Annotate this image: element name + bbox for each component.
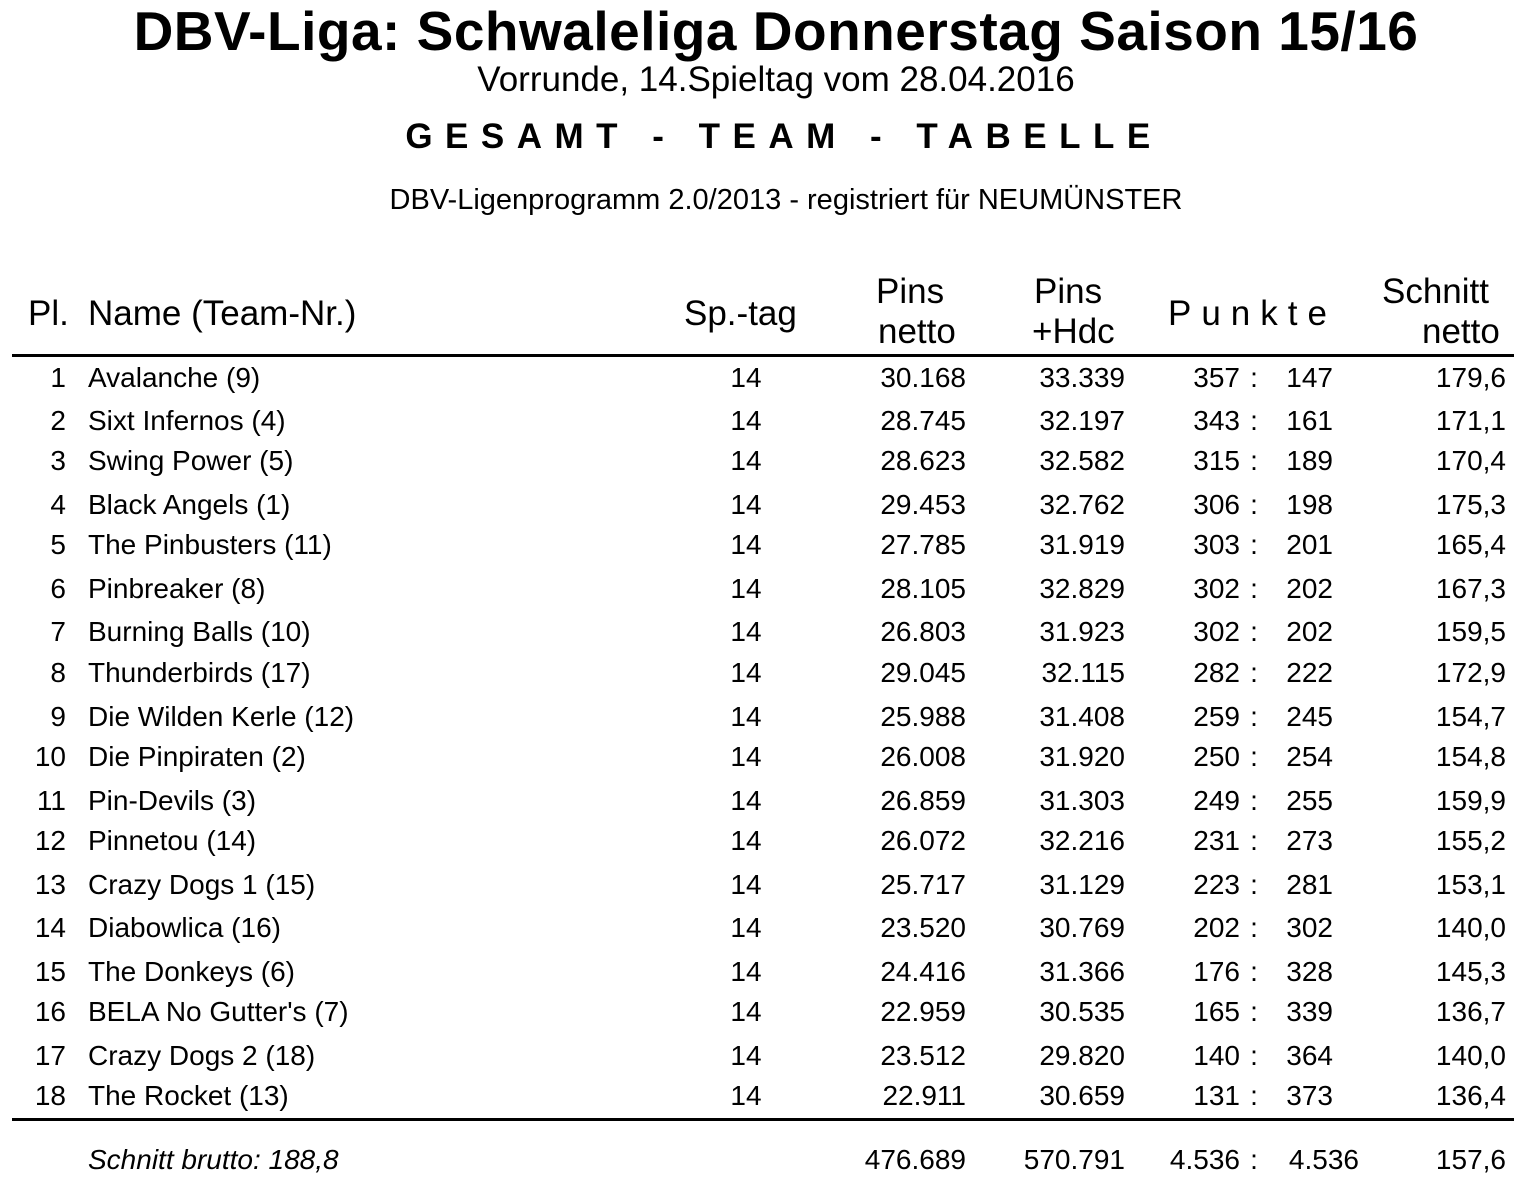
row-punkte-minus: 364 bbox=[1286, 1040, 1333, 1071]
table-row bbox=[0, 737, 1522, 777]
row-team-name: The Pinbusters (11) bbox=[88, 529, 332, 560]
row-punkte-minus: 147 bbox=[1286, 362, 1333, 393]
row-pins-netto: 27.785 bbox=[880, 529, 966, 560]
col-header-pins-netto-line1: Pins bbox=[876, 272, 945, 311]
row-schnitt-netto: 179,6 bbox=[1435, 362, 1506, 393]
table-row bbox=[0, 612, 1522, 652]
row-punkte-plus: 231 bbox=[1193, 825, 1240, 856]
row-punkte-plus: 131 bbox=[1193, 1080, 1240, 1111]
row-place: 3 bbox=[50, 445, 66, 476]
row-punkte-minus: 222 bbox=[1286, 657, 1333, 688]
table-row bbox=[0, 781, 1522, 821]
row-pins-hdc: 32.762 bbox=[1039, 489, 1125, 520]
row-punkte-plus: 315 bbox=[1193, 445, 1240, 476]
row-schnitt-netto: 145,3 bbox=[1435, 956, 1506, 987]
row-punkte-plus: 282 bbox=[1193, 657, 1240, 688]
row-spieltag: 14 bbox=[730, 657, 762, 688]
page-subtitle: Vorrunde, 14.Spieltag vom 28.04.2016 bbox=[477, 60, 1075, 99]
row-punkte-minus: 189 bbox=[1286, 445, 1333, 476]
table-row bbox=[0, 653, 1522, 693]
row-pins-hdc: 31.920 bbox=[1039, 741, 1125, 772]
row-place: 7 bbox=[50, 616, 66, 647]
row-team-name: Diabowlica (16) bbox=[88, 912, 281, 943]
row-punkte-separator: : bbox=[1250, 362, 1258, 393]
row-place: 1 bbox=[50, 362, 66, 393]
row-punkte-separator: : bbox=[1250, 996, 1258, 1027]
row-pins-hdc: 32.197 bbox=[1039, 405, 1125, 436]
row-punkte-minus: 328 bbox=[1286, 956, 1333, 987]
totals-label: Schnitt brutto: 188,8 bbox=[88, 1144, 339, 1175]
row-pins-hdc: 32.829 bbox=[1039, 573, 1125, 604]
row-punkte-separator: : bbox=[1250, 529, 1258, 560]
row-place: 12 bbox=[34, 825, 66, 856]
totals-punkte-plus: 4.536 bbox=[1169, 1144, 1240, 1175]
page-title: DBV-Liga: Schwaleliga Donnerstag Saison 15/16 bbox=[133, 0, 1419, 62]
row-pins-netto: 24.416 bbox=[880, 956, 966, 987]
row-pins-hdc: 31.303 bbox=[1039, 785, 1125, 816]
row-pins-hdc: 31.366 bbox=[1039, 956, 1125, 987]
row-spieltag: 14 bbox=[730, 529, 762, 560]
row-punkte-separator: : bbox=[1250, 1040, 1258, 1071]
program-note: DBV-Ligenprogramm 2.0/2013 - registriert für NEUMÜNSTER bbox=[389, 184, 1183, 216]
table-row bbox=[0, 992, 1522, 1032]
row-punkte-separator: : bbox=[1250, 785, 1258, 816]
row-pins-hdc: 31.923 bbox=[1039, 616, 1125, 647]
row-pins-hdc: 32.216 bbox=[1039, 825, 1125, 856]
table-row bbox=[0, 569, 1522, 609]
table-row bbox=[0, 485, 1522, 525]
totals-row bbox=[0, 1140, 1522, 1180]
row-place: 9 bbox=[50, 701, 66, 732]
totals-punkte-minus: 4.536 bbox=[1288, 1144, 1359, 1175]
row-pins-hdc: 30.535 bbox=[1039, 996, 1125, 1027]
row-schnitt-netto: 140,0 bbox=[1435, 1040, 1506, 1071]
row-punkte-plus: 303 bbox=[1193, 529, 1240, 560]
table-row bbox=[0, 1076, 1522, 1116]
row-schnitt-netto: 172,9 bbox=[1435, 657, 1506, 688]
row-pins-netto: 23.520 bbox=[880, 912, 966, 943]
row-punkte-minus: 245 bbox=[1286, 701, 1333, 732]
row-punkte-minus: 254 bbox=[1286, 741, 1333, 772]
row-punkte-minus: 339 bbox=[1286, 996, 1333, 1027]
row-schnitt-netto: 155,2 bbox=[1435, 825, 1506, 856]
row-spieltag: 14 bbox=[730, 741, 762, 772]
row-punkte-plus: 176 bbox=[1193, 956, 1240, 987]
row-schnitt-netto: 159,5 bbox=[1435, 616, 1506, 647]
row-spieltag: 14 bbox=[730, 869, 762, 900]
row-place: 2 bbox=[50, 405, 66, 436]
row-punkte-plus: 249 bbox=[1193, 785, 1240, 816]
table-row bbox=[0, 1036, 1522, 1076]
row-punkte-separator: : bbox=[1250, 657, 1258, 688]
row-pins-netto: 22.911 bbox=[882, 1080, 966, 1111]
table-row bbox=[0, 952, 1522, 992]
col-header-schnitt-line1: Schnitt bbox=[1382, 272, 1489, 311]
row-punkte-minus: 201 bbox=[1286, 529, 1333, 560]
totals-schnitt: 157,6 bbox=[1435, 1144, 1506, 1175]
totals-pins-hdc: 570.791 bbox=[1023, 1144, 1125, 1175]
row-schnitt-netto: 140,0 bbox=[1435, 912, 1506, 943]
row-schnitt-netto: 136,4 bbox=[1435, 1080, 1506, 1111]
row-place: 14 bbox=[34, 912, 66, 943]
row-punkte-separator: : bbox=[1250, 825, 1258, 856]
row-punkte-separator: : bbox=[1250, 1080, 1258, 1111]
row-team-name: The Rocket (13) bbox=[88, 1080, 289, 1111]
row-place: 6 bbox=[50, 573, 66, 604]
row-place: 18 bbox=[34, 1080, 66, 1111]
row-punkte-separator: : bbox=[1250, 489, 1258, 520]
row-team-name: Pinnetou (14) bbox=[88, 825, 257, 856]
row-pins-hdc: 32.115 bbox=[1041, 657, 1125, 688]
row-punkte-plus: 302 bbox=[1193, 616, 1240, 647]
row-team-name: Sixt Infernos (4) bbox=[88, 405, 286, 436]
row-punkte-separator: : bbox=[1250, 405, 1258, 436]
row-spieltag: 14 bbox=[730, 825, 762, 856]
row-pins-netto: 23.512 bbox=[880, 1040, 966, 1071]
row-pins-netto: 26.859 bbox=[880, 785, 966, 816]
row-punkte-plus: 259 bbox=[1193, 701, 1240, 732]
totals-pins-netto: 476.689 bbox=[864, 1144, 966, 1175]
row-pins-netto: 28.105 bbox=[880, 573, 966, 604]
header-rule bbox=[12, 354, 1514, 357]
col-header-pins-hdc-line1: Pins bbox=[1034, 272, 1103, 311]
col-header-name: Name (Team-Nr.) bbox=[88, 294, 357, 333]
row-punkte-minus: 255 bbox=[1286, 785, 1333, 816]
row-pins-netto: 29.045 bbox=[880, 657, 966, 688]
row-punkte-plus: 357 bbox=[1193, 362, 1240, 393]
row-team-name: The Donkeys (6) bbox=[88, 956, 295, 987]
row-pins-netto: 28.623 bbox=[880, 445, 966, 476]
row-place: 4 bbox=[50, 489, 66, 520]
row-schnitt-netto: 170,4 bbox=[1435, 445, 1506, 476]
row-spieltag: 14 bbox=[730, 405, 762, 436]
row-punkte-minus: 202 bbox=[1286, 573, 1333, 604]
row-punkte-plus: 306 bbox=[1193, 489, 1240, 520]
row-schnitt-netto: 167,3 bbox=[1435, 573, 1506, 604]
row-spieltag: 14 bbox=[730, 912, 762, 943]
row-team-name: Avalanche (9) bbox=[88, 362, 261, 393]
row-pins-netto: 26.008 bbox=[880, 741, 966, 772]
col-header-punkte: Punkte bbox=[1168, 294, 1337, 333]
row-pins-hdc: 33.339 bbox=[1039, 362, 1125, 393]
row-pins-netto: 26.803 bbox=[880, 616, 966, 647]
table-row bbox=[0, 697, 1522, 737]
row-pins-hdc: 29.820 bbox=[1039, 1040, 1125, 1071]
table-heading: GESAMT - TEAM - TABELLE bbox=[405, 117, 1163, 156]
totals-punkte-separator: : bbox=[1250, 1144, 1258, 1175]
row-spieltag: 14 bbox=[730, 785, 762, 816]
row-spieltag: 14 bbox=[730, 489, 762, 520]
row-punkte-minus: 273 bbox=[1286, 825, 1333, 856]
row-place: 5 bbox=[50, 529, 66, 560]
row-spieltag: 14 bbox=[730, 573, 762, 604]
row-schnitt-netto: 154,7 bbox=[1435, 701, 1506, 732]
row-pins-netto: 28.745 bbox=[880, 405, 966, 436]
row-pins-netto: 29.453 bbox=[880, 489, 966, 520]
table-row bbox=[0, 908, 1522, 948]
row-team-name: Thunderbirds (17) bbox=[88, 657, 311, 688]
row-team-name: Black Angels (1) bbox=[88, 489, 291, 520]
row-punkte-plus: 165 bbox=[1193, 996, 1240, 1027]
row-punkte-separator: : bbox=[1250, 741, 1258, 772]
row-spieltag: 14 bbox=[730, 996, 762, 1027]
row-team-name: Crazy Dogs 1 (15) bbox=[88, 869, 316, 900]
row-team-name: BELA No Gutter's (7) bbox=[88, 996, 349, 1027]
row-punkte-separator: : bbox=[1250, 573, 1258, 604]
row-pins-hdc: 31.919 bbox=[1039, 529, 1125, 560]
row-spieltag: 14 bbox=[730, 1040, 762, 1071]
row-punkte-plus: 223 bbox=[1193, 869, 1240, 900]
row-punkte-separator: : bbox=[1250, 912, 1258, 943]
row-pins-netto: 30.168 bbox=[880, 362, 966, 393]
row-place: 13 bbox=[34, 869, 66, 900]
row-pins-hdc: 32.582 bbox=[1039, 445, 1125, 476]
row-punkte-separator: : bbox=[1250, 445, 1258, 476]
row-place: 10 bbox=[34, 741, 66, 772]
row-pins-hdc: 30.769 bbox=[1039, 912, 1125, 943]
row-pins-netto: 25.988 bbox=[880, 701, 966, 732]
row-schnitt-netto: 171,1 bbox=[1435, 405, 1506, 436]
col-header-pl: Pl. bbox=[28, 294, 69, 333]
row-punkte-plus: 302 bbox=[1193, 573, 1240, 604]
col-header-schnitt-line2: netto bbox=[1422, 312, 1500, 351]
row-schnitt-netto: 136,7 bbox=[1435, 996, 1506, 1027]
row-punkte-minus: 202 bbox=[1286, 616, 1333, 647]
row-punkte-plus: 202 bbox=[1193, 912, 1240, 943]
row-place: 15 bbox=[34, 956, 66, 987]
row-punkte-minus: 198 bbox=[1286, 489, 1333, 520]
row-spieltag: 14 bbox=[730, 445, 762, 476]
row-schnitt-netto: 165,4 bbox=[1435, 529, 1506, 560]
row-punkte-separator: : bbox=[1250, 616, 1258, 647]
row-punkte-separator: : bbox=[1250, 869, 1258, 900]
row-pins-hdc: 30.659 bbox=[1039, 1080, 1125, 1111]
row-team-name: Burning Balls (10) bbox=[88, 616, 311, 647]
table-row bbox=[0, 525, 1522, 565]
row-schnitt-netto: 153,1 bbox=[1435, 869, 1506, 900]
footer-rule bbox=[12, 1118, 1514, 1121]
row-team-name: Pin-Devils (3) bbox=[88, 785, 257, 816]
row-schnitt-netto: 159,9 bbox=[1435, 785, 1506, 816]
row-punkte-separator: : bbox=[1250, 701, 1258, 732]
row-spieltag: 14 bbox=[730, 616, 762, 647]
row-punkte-plus: 343 bbox=[1193, 405, 1240, 436]
col-header-pins-netto-line2: netto bbox=[878, 312, 956, 351]
row-place: 16 bbox=[34, 996, 66, 1027]
row-pins-netto: 22.959 bbox=[880, 996, 966, 1027]
row-punkte-plus: 140 bbox=[1193, 1040, 1240, 1071]
row-team-name: Swing Power (5) bbox=[88, 445, 294, 476]
row-punkte-minus: 161 bbox=[1286, 405, 1333, 436]
col-header-sptag: Sp.-tag bbox=[684, 294, 797, 333]
row-place: 8 bbox=[50, 657, 66, 688]
row-schnitt-netto: 154,8 bbox=[1435, 741, 1506, 772]
row-punkte-plus: 250 bbox=[1193, 741, 1240, 772]
row-place: 17 bbox=[34, 1040, 66, 1071]
row-place: 11 bbox=[36, 785, 66, 816]
row-spieltag: 14 bbox=[730, 956, 762, 987]
row-spieltag: 14 bbox=[730, 701, 762, 732]
row-punkte-separator: : bbox=[1250, 956, 1258, 987]
row-pins-netto: 26.072 bbox=[880, 825, 966, 856]
row-spieltag: 14 bbox=[730, 1080, 762, 1111]
table-row bbox=[0, 401, 1522, 441]
row-team-name: Crazy Dogs 2 (18) bbox=[88, 1040, 316, 1071]
row-punkte-minus: 281 bbox=[1286, 869, 1333, 900]
table-row bbox=[0, 865, 1522, 905]
row-spieltag: 14 bbox=[730, 362, 762, 393]
row-pins-netto: 25.717 bbox=[880, 869, 966, 900]
row-schnitt-netto: 175,3 bbox=[1435, 489, 1506, 520]
row-pins-hdc: 31.408 bbox=[1039, 701, 1125, 732]
row-punkte-minus: 302 bbox=[1286, 912, 1333, 943]
row-punkte-minus: 373 bbox=[1286, 1080, 1333, 1111]
row-pins-hdc: 31.129 bbox=[1039, 869, 1125, 900]
col-header-pins-hdc-line2: +Hdc bbox=[1032, 312, 1115, 351]
table-row bbox=[0, 441, 1522, 481]
table-row bbox=[0, 821, 1522, 861]
row-team-name: Die Pinpiraten (2) bbox=[88, 741, 306, 772]
row-team-name: Die Wilden Kerle (12) bbox=[88, 701, 355, 732]
row-team-name: Pinbreaker (8) bbox=[88, 573, 266, 604]
table-row bbox=[0, 358, 1522, 398]
